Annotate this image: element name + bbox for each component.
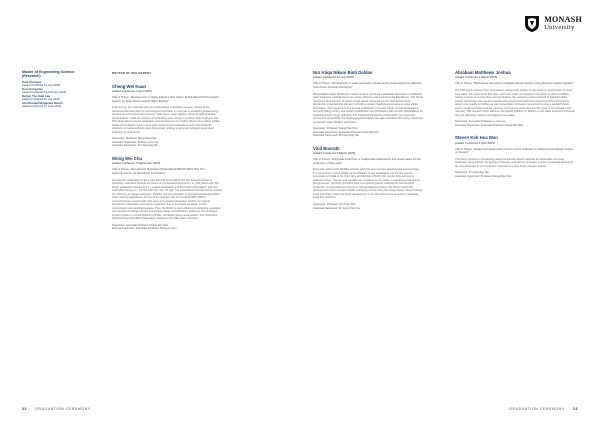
sidebar-title: Master of Engineering Science (Research) — [22, 70, 75, 79]
graduate-entry — [455, 135, 575, 178]
logo-line-1: MONASH — [544, 15, 582, 24]
page-number-left: 32 — [22, 407, 28, 411]
thesis-abstract: Fatty acid methyl ester (FAME) and fatty acid (FA) are important oleochemical intermediates. The conversion of FA to FAME via esterification is well established, but not the reverse conversion of FAME to FA. Palm fatty acid distillate (PFAD) with surplus fatty acid and is relatively cheap, 'reserve' and versatile are considered more viable in operating temperatures and pressures. Currently, enzymes have emerged as greener catalysts for oleochemical production. As the preferred enzyme for the biocatalysis process, this thesis reports the development of an innovative FAME hydrolysis process using free lipase bases. These findings could potentially inspire the future development of an alternative process route for industrial-scale FA production. — [313, 168, 423, 200]
award-date: (Award Conferred 2 March 2025) — [455, 75, 498, 80]
graduate-name: Abraham Matthews Joshua — [455, 70, 511, 75]
sidebar-person-name: Kooi Kong Hao — [22, 86, 43, 91]
graduate-name: Vinil Bourath — [313, 145, 340, 151]
thesis-title: Title of Thesis: "Development of sodiumed carbon nitride-based photocatalysts for effective solar-driven bacterial disinfection" — [313, 82, 422, 89]
footer-label-right: GRADUATION CEREMONY — [509, 407, 565, 411]
thesis-abstract: The PhD thesis explores how microplastics interact with biofilms in oily water to improve their removal from water. The study found that when salt levels make microplastics more likely to stick to bubbles, making it easier to remove them through flotation. By measuring various factors to quantify bubble-particle attachment, the research showed that polyethylene (PE) and polystyrene (PS) microplastics attach more readily to bubbles as salt concentration increases. Experiments using a special flotation column confirmed these findings, showing improved removal rates for both types of microplastics with 'sea salt'. This research helps address microplastic pollution by offering a new water treatment technique that can effectively capture microplastics from water. — [455, 89, 575, 117]
supervisor-line: External Supervisor: Associate Professor Chang Yu Sen — [112, 227, 177, 231]
footer-label-left: GRADUATION CEREMONY — [35, 407, 91, 411]
graduate-name: Cheng Wei Kuan — [112, 83, 147, 89]
content-column-3 — [455, 70, 575, 186]
graduate-entry — [313, 70, 423, 138]
thesis-title: Title of Thesis: "Bifunctional Nanowire-Al Catalyst (Zeolite Solution Using Biphasic Gelation System" — [455, 82, 574, 86]
supervisor-line: Associate Supervisor: Dr Boon-Junn Ng — [112, 140, 158, 144]
graduate-entry — [112, 84, 222, 148]
supervisor-line: Associate Supervisor: Dr Lling-Lling Tan — [313, 134, 359, 138]
logo-wordmark — [544, 16, 582, 32]
monash-logo — [524, 15, 582, 33]
degree-heading: DOCTOR OF PHILOSOPHY — [112, 72, 152, 75]
sidebar-person-award: (Award Conferred 15 June 2025) — [22, 105, 62, 109]
content-column-2 — [313, 70, 423, 218]
sidebar-person-name: Darren Tze Huat Lau — [22, 93, 51, 98]
award-date: (Award Conferred 9 March 2025) — [313, 151, 356, 156]
monash-shield-icon — [524, 15, 540, 33]
award-date: (Award Conferred 2 April 2025) — [455, 140, 495, 145]
supervisor-line: Supervisor: Professor Ooi Chien Wei — [313, 202, 356, 206]
thesis-abstract: Solar energy, the most abundant yet underutilised renewable resource, stands as the quintessential fossil point for technological innovation in response to escalating global energy demand and environmental concerns. Solar-driven water splitting, driven by light-activated photocatalysts, holds the promise of harnessing solar energy to produce clean hydrogen fuel. This study delves into the exploration and development of a highly efficient zinc indium sulfide-based photocatalytic system, from both experimental investigations and computational analyses, to realise ambient solar-driven water splitting to generate hydrogen as an ideal substitute for fossil fuels. — [112, 106, 221, 134]
supervisor-line: Associate Supervisor: Dr Gang Chen Fei — [313, 206, 360, 210]
footer-right — [509, 407, 578, 411]
award-date: (Award Conferred 7 September 2025) — [112, 161, 161, 166]
supervisor-line: Supervisor: Associate Professor Lu Yan Lee — [455, 120, 506, 123]
logo-line-2: University — [544, 24, 575, 31]
thesis-title: Title of Thesis: "Development of Highly Effective Zinc Indium Sulfide-Based Photocatalytic System for Solar-Driven Overall Water Splitting" — [112, 96, 219, 103]
award-date: (Award Conferred 2 April 2025) — [112, 89, 152, 93]
graduate-entry — [455, 70, 575, 127]
sidebar-person-name: Ahi Ahamed Mohamed Nazrin — [22, 100, 63, 105]
graduate-name: Nur Atiqa Nikam Binti Dahlan — [313, 70, 373, 75]
content-column-1 — [112, 72, 222, 239]
graduate-name: Wong Wei Chu — [112, 155, 143, 161]
sidebar-column — [22, 70, 84, 109]
thesis-title: Title of Thesis: "Enzymatic hydrolysis of malleyanate catalysed by free lipase bases for the production of fatty acids" — [313, 158, 421, 165]
sidebar-person-award: (Award Conferred 15 July 2025) — [22, 98, 61, 102]
thesis-abstract: Ferroelectric polarisation in the p-type bismuth ferrite (BFO) thin film heterostructures is effectively modulated through the choice of crystal heterostructures (i.e., (001) facet and (111) facet), polarisation directions (i.e., upward polarisation and downward polarisation), and rare-earth (RE) doping (i.e., 1% Nd, 10% Sm, and 7% Gd). The manipulated heterostructures boosts the efficiency of charge separation, transfer, and recombination in photoelectrochemical (PEC) water splitting applications. Among all the samples, the 1% Gd doped BFO (BFO) heterostructures coupled with (111) facet and upward polarisation exhibits the highest ferroelectric polarisation and charge separation due to the lowest bandgap, excess concentration and electrical leakage. Thus, the BGFO is more effective in facilitating separation and transport of charge carriers and limiting charge recombination, leading to the increased incident photon to current efficiency (IPCE), interfacial charge accumulation, and downward band bending at the BGFO/electrolyte interface in the PEC water reduction. — [112, 178, 222, 221]
thesis-title: Title of Thesis: "Ferroelectric Modulated Photocathode BiFeO3-BFO Thin Film Heterostructures via Rare-Earth Substitution" — [112, 168, 205, 175]
thesis-abstract: Photocatalytic water disinfection stands out as a promising sustainable alternative to traditional water treatment methods due to its energy efficiency and environmental friendliness. This thesis reports the development of carbon nitride-based photocatalysts for high-performance disinfection of Escherichia coli and methicillin-resistant Staphylococcus aureus under visible illumination. The research covers several modification of carbon nitride via elemental doping and morphology tuning, and surface modification via hybridisation with another photocatalyst for maximised solar energy utilisation and enhanced disinfection performance. For improved commercial applicability, the developed photocatalyst was also evaluated after being casted into a polymeric water filtration membrane. — [313, 92, 423, 124]
graduate-name: Steven Kok Hua Wan — [455, 135, 498, 141]
graduate-entry — [112, 156, 222, 231]
supervisor-line: Supervisor: Professor Siang-Piao Chai — [313, 127, 358, 131]
supervisor-line: Supervisor: Professor Siang-Piao Chai — [112, 137, 157, 141]
thesis-abstract: This thesis focuses on developing catalytical bismuth-based materials for sustainable ammonia production using sunlight. By applying strategies engineering strategies, it opens a potential avenue for the rational design of semiconductor materials for photo-driven nitrogen fixation. — [455, 157, 573, 168]
page-number-right: 33 — [572, 407, 578, 411]
supervisor-line: Supervisor: Dr Lling-Lling Tan — [455, 171, 489, 175]
supervisor-line: Associate Supervisor: Associate Professor Chen Wei Ooi — [313, 130, 379, 134]
sidebar-person — [22, 102, 84, 109]
supervisor-line: Supervisor: Associate Professor Chang Wei Sian — [112, 223, 169, 227]
graduate-entry — [313, 146, 423, 210]
sidebar-person-award: (Award Conferred 13 July 2025) — [22, 84, 61, 88]
sidebar-person-award: (Award Conferred 14 February 2025) — [22, 91, 67, 95]
footer-left — [22, 407, 91, 411]
sidebar-person-name: Kam Chi Kent — [22, 79, 41, 84]
supervisor-line: Associate Supervisor: Associate Professor Chang Wei Sian — [455, 123, 524, 127]
award-date: (Award Conferred 13 July 2025) — [313, 75, 354, 80]
supervisor-line: Associate Supervisor: Dr Lling-Lling Tan — [112, 144, 158, 148]
supervisor-line: Associate Supervisor: Professor Siang-Piao Chai — [455, 174, 512, 178]
thesis-title: Title of Thesis: "Design and assessment of photo-active materials for efficient photocatalytic fixation of nitrogen" — [455, 147, 574, 155]
